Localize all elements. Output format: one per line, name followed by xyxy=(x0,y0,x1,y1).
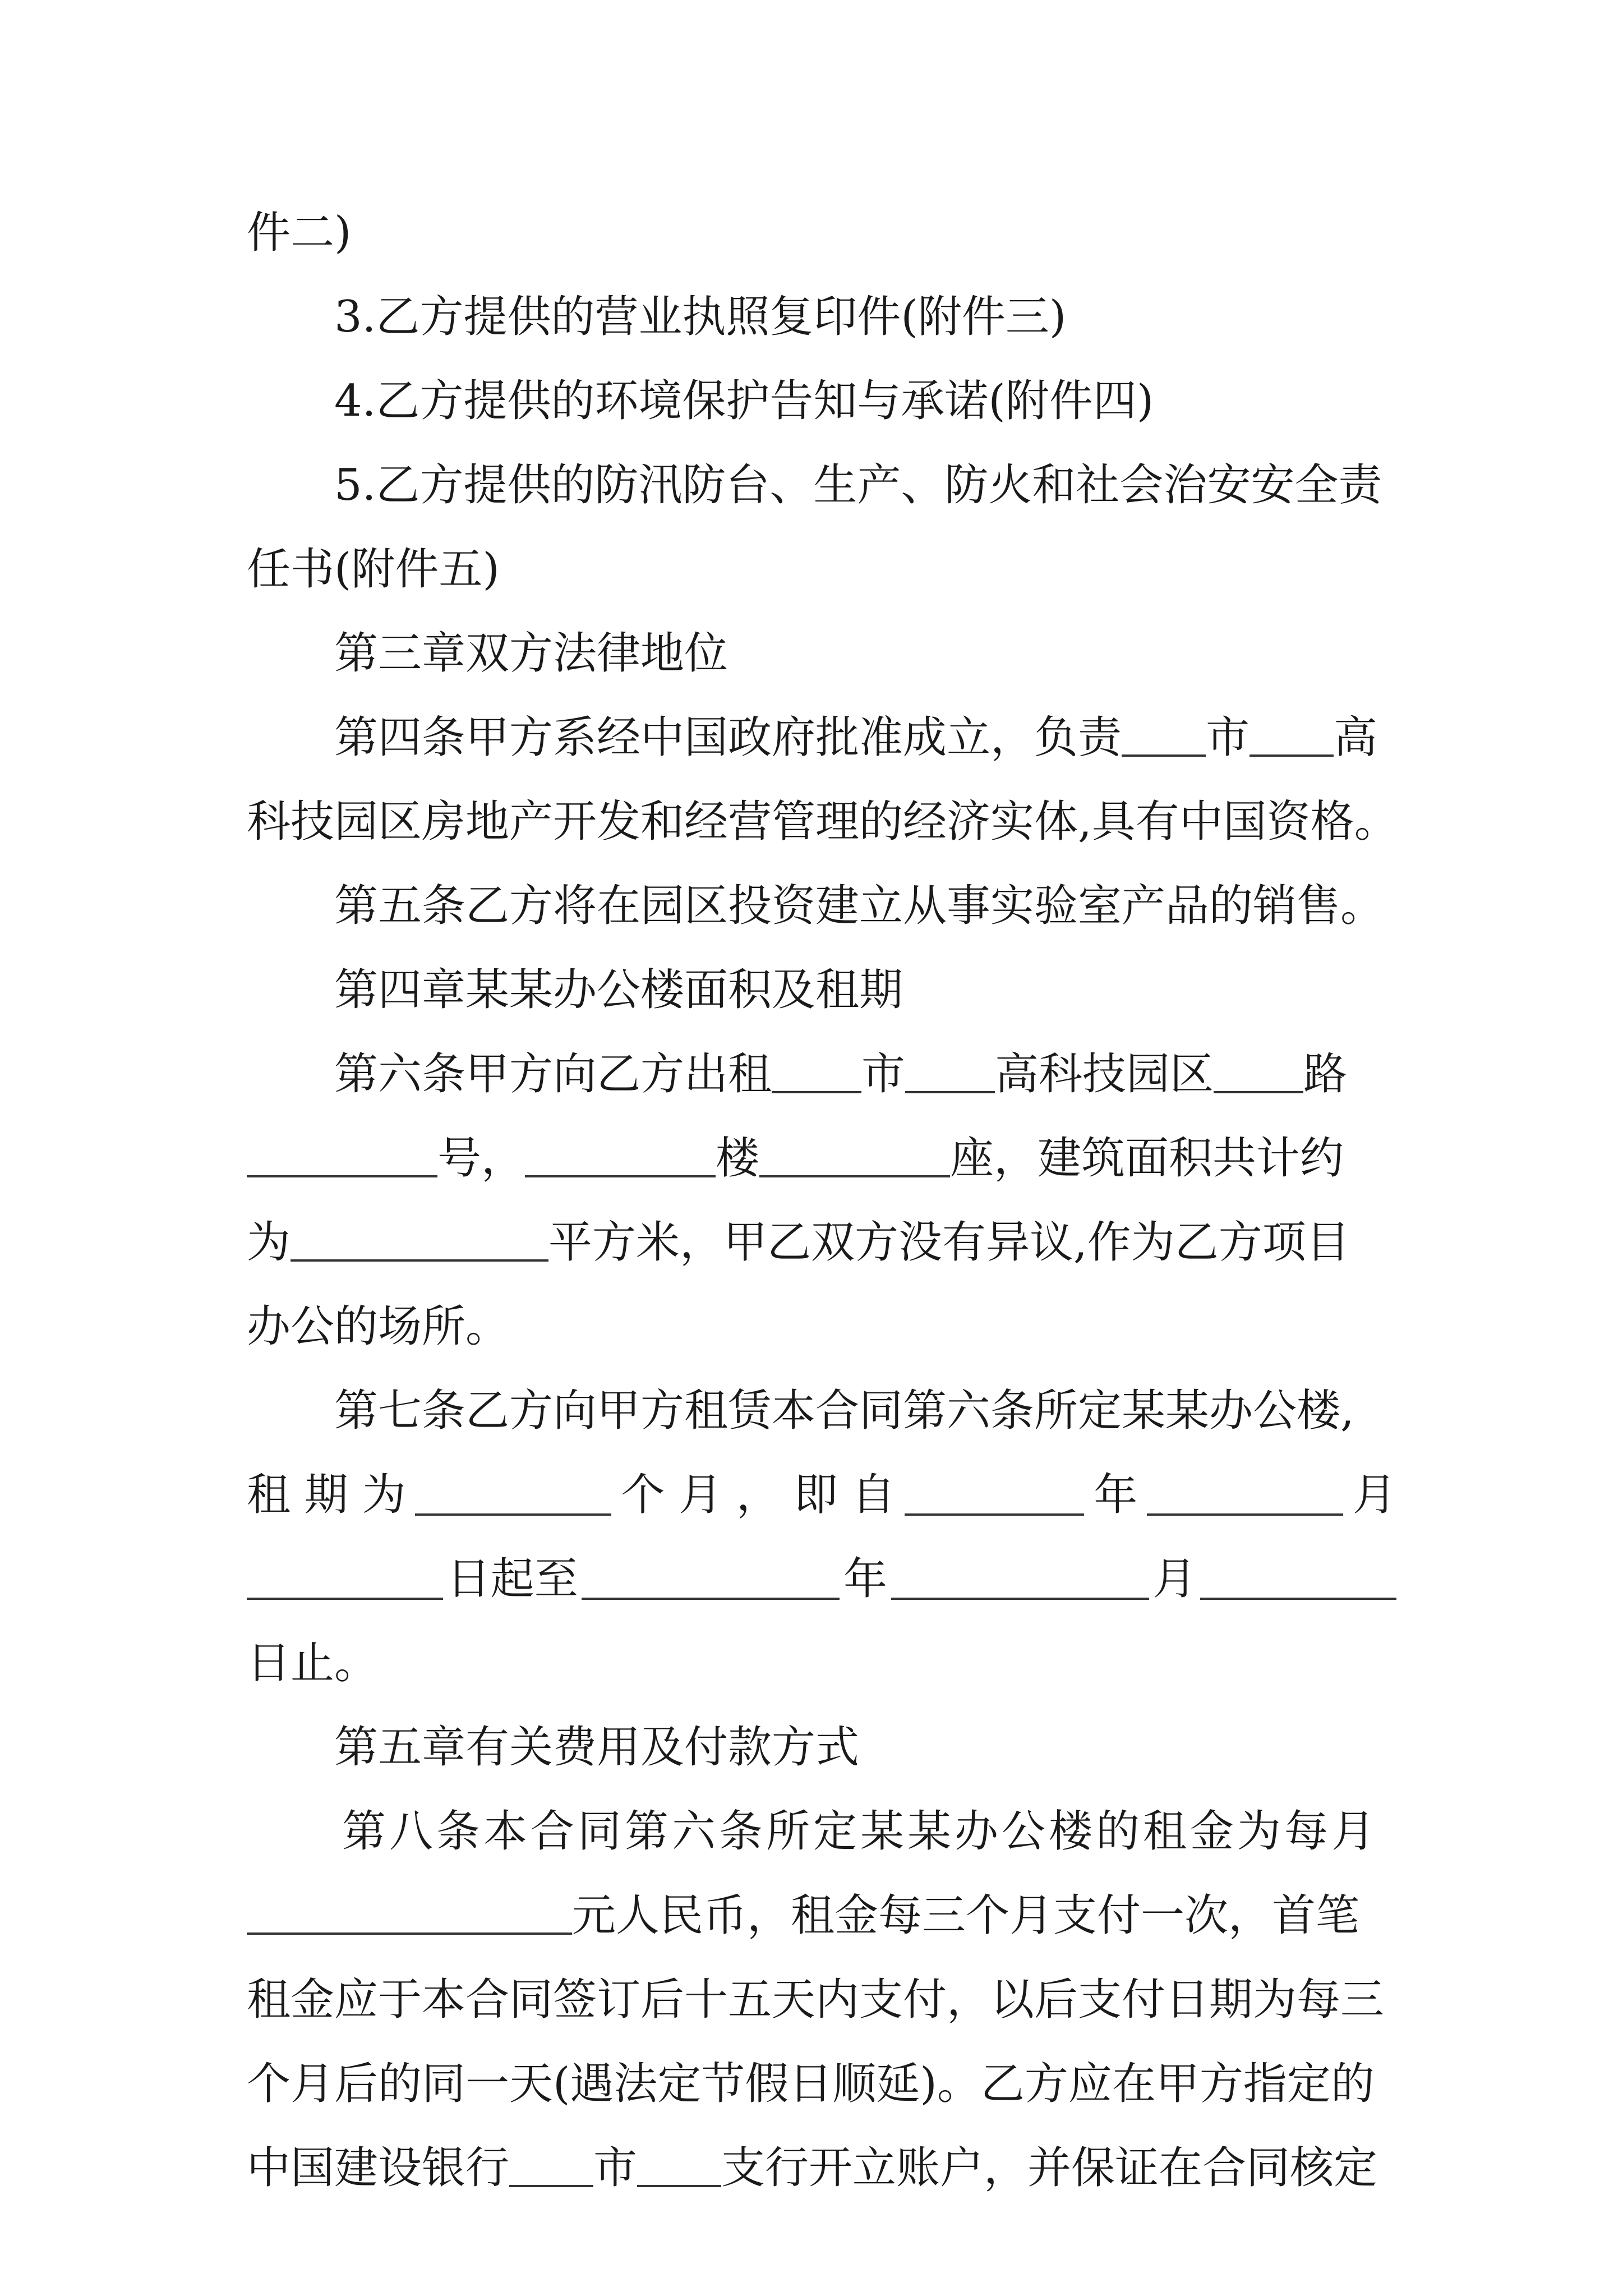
line-text: 年 xyxy=(843,1554,887,1604)
chapter-heading xyxy=(334,1717,859,1778)
chapter-heading xyxy=(334,623,728,684)
line-text: 件二) xyxy=(247,208,352,258)
line-text: 第四章某某办公楼面积及租期 xyxy=(334,965,903,1015)
line-text: 办公的场所。 xyxy=(247,1301,510,1352)
text-line xyxy=(334,1043,1347,1105)
blank-underline xyxy=(637,2146,721,2187)
line-text: 租金应于本合同签订后十五天内支付，以后支付日期为每三 xyxy=(247,1975,1385,2025)
text-line xyxy=(247,539,500,600)
blank-underline xyxy=(1147,1474,1343,1516)
line-text: 市 xyxy=(1206,712,1250,763)
text-line xyxy=(334,370,1154,432)
line-text: 科技园区房地产开发和经营管理的经济实体,具有中国资格。 xyxy=(247,797,1398,847)
blank-underline xyxy=(1200,1558,1396,1600)
text-line xyxy=(247,1548,1396,1610)
line-text: 楼 xyxy=(716,1133,760,1184)
line-text: 第六条甲方向乙方出租 xyxy=(334,1049,772,1099)
line-text: 个 月 ， 即 自 xyxy=(621,1470,896,1520)
line-text: 支行开立账户，并保证在合同核定 xyxy=(721,2143,1378,2193)
blank-underline xyxy=(247,1136,437,1177)
text-line xyxy=(247,1296,509,1358)
line-text: 座，建筑面积共计约 xyxy=(950,1133,1344,1184)
line-text: 元人民币，租金每三个月支付一次，首笔 xyxy=(572,1890,1360,1941)
line-text: 号， xyxy=(437,1133,525,1184)
text-line xyxy=(334,707,1377,769)
text-line xyxy=(247,791,1398,853)
blank-underline xyxy=(525,1136,716,1177)
line-text: 高科技园区 xyxy=(995,1049,1214,1099)
text-line xyxy=(247,1632,378,1694)
text-line xyxy=(247,1885,1359,1947)
blank-underline xyxy=(772,1052,861,1093)
line-text: 4.乙方提供的环境保护告知与承诺(附件四) xyxy=(334,376,1154,426)
line-text: 第三章双方法律地位 xyxy=(334,628,728,679)
text-line xyxy=(334,1380,1354,1442)
chapter-heading xyxy=(334,959,903,1021)
line-text: 第四条甲方系经中国政府批准成立，负责 xyxy=(334,712,1122,763)
line-text: 个月后的同一天(遇法定节假日顺延)。乙方应在甲方指定的 xyxy=(247,2059,1375,2109)
blank-underline xyxy=(905,1474,1084,1516)
blank-underline xyxy=(509,2146,593,2187)
blank-underline xyxy=(759,1136,950,1177)
blank-underline xyxy=(1249,715,1334,757)
line-text: 路 xyxy=(1303,1049,1348,1099)
line-text: 高 xyxy=(1334,712,1378,763)
line-text: 市 xyxy=(861,1049,906,1099)
text-line xyxy=(247,1969,1384,2031)
text-line xyxy=(247,2053,1375,2115)
blank-underline xyxy=(891,1558,1149,1600)
line-text: 第八条本合同第六条所定某某办公楼的租金为每月 xyxy=(342,1806,1379,1857)
line-text: 第五条乙方将在园区投资建立从事实验室产品的销售。 xyxy=(334,881,1385,931)
line-text: 市 xyxy=(593,2143,638,2193)
text-line xyxy=(334,454,1382,516)
blank-underline xyxy=(291,1220,548,1262)
text-line xyxy=(334,875,1384,937)
line-text: 5.乙方提供的防汛防台、生产、防火和社会治安安全责 xyxy=(334,460,1382,510)
line-text: 日止。 xyxy=(247,1638,379,1688)
blank-underline xyxy=(247,1558,443,1600)
text-line xyxy=(247,202,351,264)
text-line xyxy=(247,1464,1396,1526)
blank-underline xyxy=(415,1474,611,1516)
line-text: 为 xyxy=(247,1217,291,1268)
line-text: 平方米，甲乙双方没有异议,作为乙方项目 xyxy=(548,1217,1350,1268)
line-text: 年 xyxy=(1094,1470,1138,1520)
line-text: 日起至 xyxy=(446,1554,578,1604)
line-text: 3.乙方提供的营业执照复印件(附件三) xyxy=(334,292,1067,342)
text-line xyxy=(247,1212,1350,1273)
text-line xyxy=(247,2137,1377,2199)
line-text: 月 xyxy=(1152,1554,1197,1604)
text-line xyxy=(247,1128,1344,1189)
line-text: 任书(附件五) xyxy=(247,544,500,595)
blank-underline xyxy=(1214,1052,1303,1093)
line-text: 第七条乙方向甲方租赁本合同第六条所定某某办公楼, xyxy=(334,1386,1354,1436)
blank-underline xyxy=(247,1893,572,1935)
line-text: 中国建设银行 xyxy=(247,2143,510,2193)
line-text: 第五章有关费用及付款方式 xyxy=(334,1722,860,1773)
text-line xyxy=(334,286,1066,348)
line-text: 租 期 为 xyxy=(247,1470,406,1520)
text-line xyxy=(342,1801,1378,1862)
blank-underline xyxy=(905,1052,995,1093)
blank-underline xyxy=(1122,715,1206,757)
line-text: 月 xyxy=(1352,1470,1396,1520)
blank-underline xyxy=(582,1558,840,1600)
